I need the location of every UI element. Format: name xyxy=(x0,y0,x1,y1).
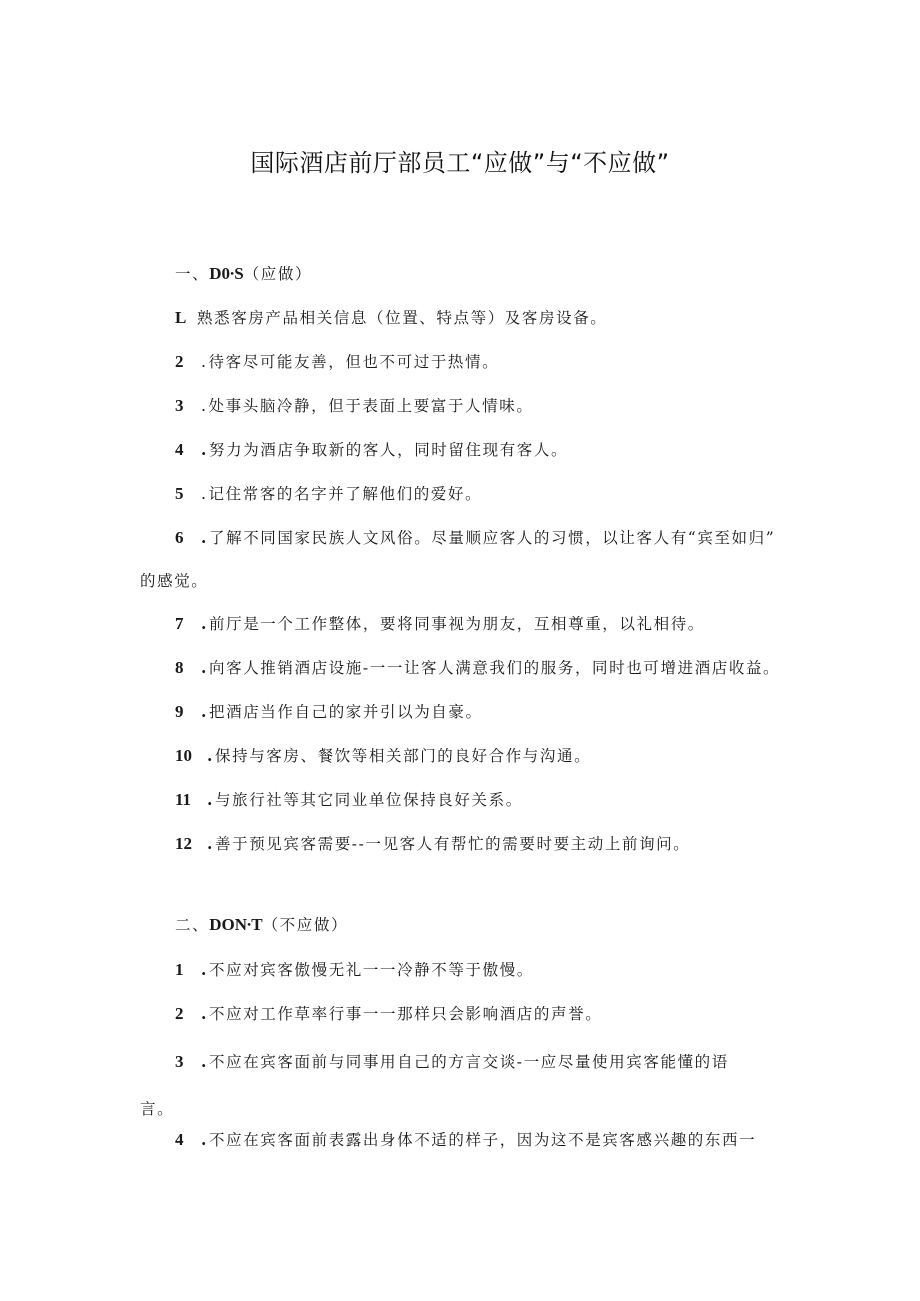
list-item-number: 4 xyxy=(175,440,184,459)
list-item-continuation: 的感觉。 xyxy=(140,572,209,590)
list-item-continuation: 言。 xyxy=(140,1100,175,1118)
list-item-text: 了解不同国家民族人文风俗。尽量顺应客人的习惯，以让客人有“宾至如归” xyxy=(209,529,776,547)
list-item xyxy=(175,1128,756,1150)
list-item-text: 向客人推销酒店设施-一一让客人满意我们的服务，同时也可增进酒店收益。 xyxy=(209,659,781,677)
list-item-number: 11 xyxy=(175,790,192,809)
list-item-separator: . xyxy=(207,746,214,765)
list-item-separator: . xyxy=(201,614,208,633)
document-title: 国际酒店前厅部员工“应做”与“不应做” xyxy=(250,149,670,177)
list-item xyxy=(175,306,607,328)
list-item-separator: . xyxy=(201,397,208,415)
list-item-number: 12 xyxy=(175,834,192,853)
list-item-separator: . xyxy=(201,702,208,721)
list-item xyxy=(175,832,690,854)
list-item-text: 不应在宾客面前与同事用自己的方言交谈-一应尽量使用宾客能懂的语 xyxy=(209,1053,729,1071)
list-item-text: 待客尽可能友善，但也不可过于热情。 xyxy=(208,353,500,371)
list-item-separator: . xyxy=(201,1130,208,1149)
list-item xyxy=(175,482,482,504)
list-item-separator: . xyxy=(201,960,208,979)
list-item-text: 不应对工作草率行事一一那样只会影响酒店的声誉。 xyxy=(209,1005,603,1023)
list-item-number: 1 xyxy=(175,960,184,979)
list-item-text: 不应对宾客傲慢无礼一一冷静不等于傲慢。 xyxy=(209,961,534,979)
list-item-number: 3 xyxy=(175,1052,184,1071)
list-item-separator: . xyxy=(201,528,208,547)
list-item-separator: . xyxy=(201,353,208,371)
list-item xyxy=(175,438,568,460)
list-item-text: 不应在宾客面前表露出身体不适的样子，因为这不是宾客感兴趣的东西一 xyxy=(209,1131,757,1149)
list-item-text: 把酒店当作自己的家并引以为自豪。 xyxy=(209,703,483,721)
section-heading-donts xyxy=(175,913,348,935)
list-item-separator: . xyxy=(207,834,214,853)
list-item xyxy=(175,612,705,634)
list-item-separator: . xyxy=(207,790,214,809)
list-item-number: 5 xyxy=(175,484,184,503)
list-item xyxy=(175,744,591,766)
list-item-text: 前厅是一个工作整体，要将同事视为朋友，互相尊重，以礼相待。 xyxy=(209,615,705,633)
section-heading-tag: DON∙T xyxy=(209,915,263,934)
list-item-number: 2 xyxy=(175,1004,184,1023)
list-item-text: 处事头脑冷静，但于表面上要富于人情味。 xyxy=(208,397,534,415)
list-item-number: 7 xyxy=(175,614,184,633)
section-heading-tag: D0∙S xyxy=(209,264,244,283)
list-item-number: 9 xyxy=(175,702,184,721)
list-item xyxy=(175,350,499,372)
list-item xyxy=(175,394,533,416)
list-item-number: 4 xyxy=(175,1130,184,1149)
list-item-text: 保持与客房、餐饮等相关部门的良好合作与沟通。 xyxy=(215,747,592,765)
list-item-number: 10 xyxy=(175,746,192,765)
list-item-number: L xyxy=(175,308,187,327)
list-item-text: 记住常客的名字并了解他们的爱好。 xyxy=(208,485,483,503)
list-item xyxy=(175,788,523,810)
list-item-number: 2 xyxy=(175,352,184,371)
list-item xyxy=(175,656,780,678)
section-heading-prefix: 二、 xyxy=(175,916,210,934)
list-item-number: 3 xyxy=(175,396,184,415)
list-item-separator: . xyxy=(201,1004,208,1023)
list-item-text: 与旅行社等其它同业单位保持良好关系。 xyxy=(215,791,523,809)
list-item xyxy=(175,958,534,980)
list-item xyxy=(175,700,483,722)
list-item-separator: . xyxy=(201,1052,208,1071)
list-item xyxy=(175,526,775,548)
list-item-separator: . xyxy=(201,658,208,677)
list-item-separator: . xyxy=(201,485,208,503)
list-item-separator: . xyxy=(201,440,208,459)
list-item-text: 善于预见宾客需要--一见客人有帮忙的需要时要主动上前询问。 xyxy=(215,835,691,853)
list-item xyxy=(175,1050,729,1072)
list-item-text: 熟悉客房产品相关信息（位置、特点等）及客房设备。 xyxy=(197,309,608,327)
section-heading-note: （不应做） xyxy=(262,916,349,934)
list-item-number: 8 xyxy=(175,658,184,677)
list-item-text: 努力为酒店争取新的客人，同时留住现有客人。 xyxy=(209,441,569,459)
section-heading-note: （应做） xyxy=(243,265,313,283)
list-item xyxy=(175,1002,602,1024)
section-heading-dos xyxy=(175,262,312,284)
section-heading-prefix: 一、 xyxy=(175,265,210,283)
list-item-number: 6 xyxy=(175,528,184,547)
